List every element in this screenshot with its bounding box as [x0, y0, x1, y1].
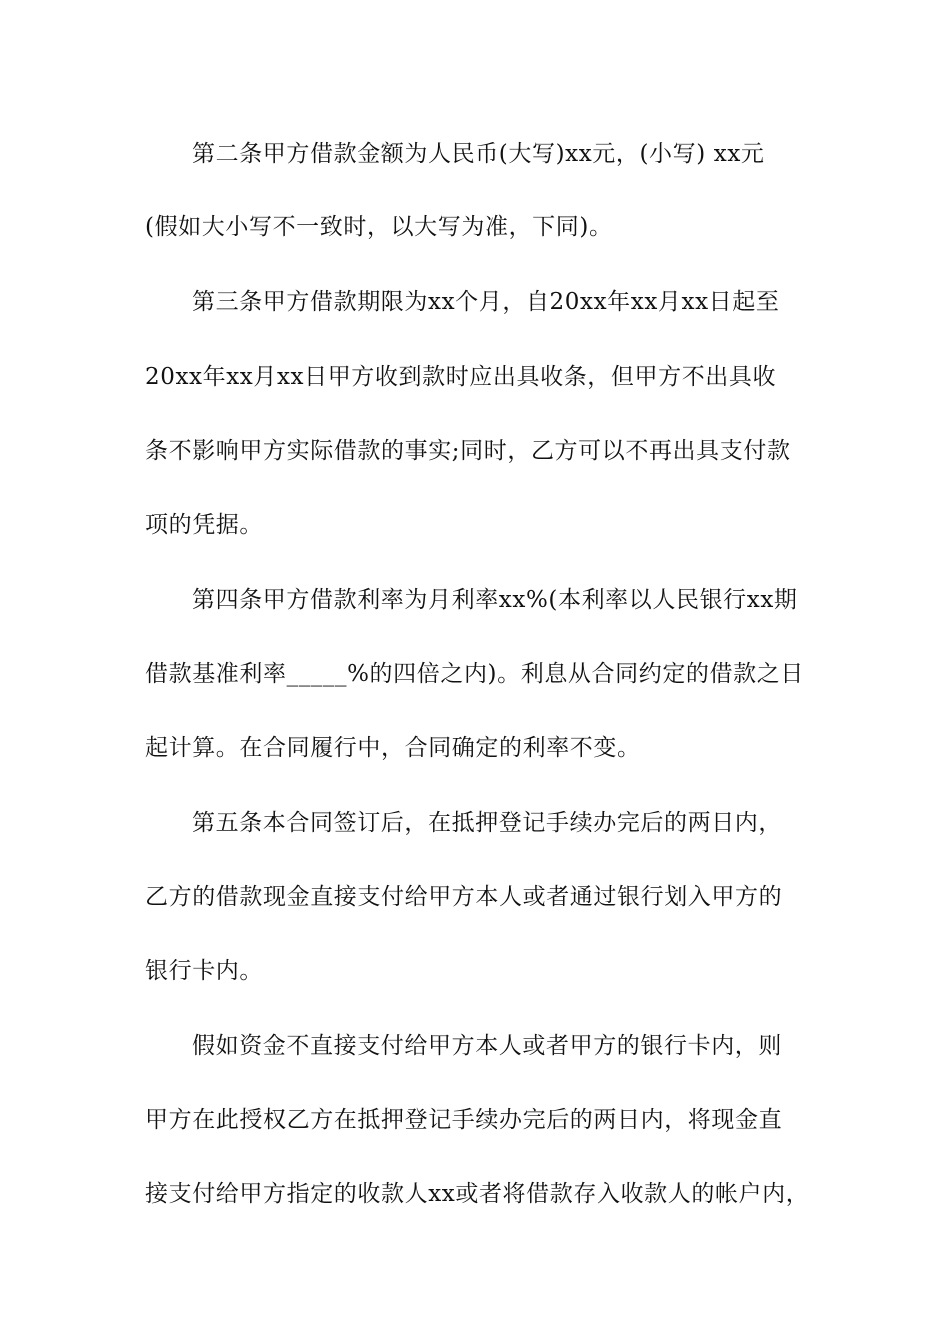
paragraph-line-3: 接支付给甲方指定的收款人xx或者将借款存入收款人的帐户内， [145, 1181, 810, 1207]
article-2-line-1: 第二条甲方借款金额为人民币(大写)xx元，(小写) xx元 [192, 141, 765, 167]
article-5-line-2: 乙方的借款现金直接支付给甲方本人或者通过银行划入甲方的 [145, 884, 783, 910]
article-3-line-4: 项的凭据。 [145, 512, 263, 538]
article-2-line-2: (假如大小写不一致时，以大写为准，下同)。 [145, 214, 613, 240]
article-3-line-2: 20xx年xx月xx日甲方收到款时应出具收条，但甲方不出具收 [145, 364, 777, 390]
article-4-line-3: 起计算。在合同履行中，合同确定的利率不变。 [145, 735, 641, 761]
paragraph-line-1: 假如资金不直接支付给甲方本人或者甲方的银行卡内，则 [192, 1033, 782, 1059]
article-3-line-3: 条不影响甲方实际借款的事实;同时，乙方可以不再出具支付款 [145, 438, 791, 464]
article-5-line-3: 银行卡内。 [145, 958, 263, 984]
article-5-line-1: 第五条本合同签订后，在抵押登记手续办完后的两日内， [192, 810, 782, 836]
article-3-line-1: 第三条甲方借款期限为xx个月，自20xx年xx月xx日起至 [192, 289, 780, 315]
article-4-line-1: 第四条甲方借款利率为月利率xx%(本利率以人民银行xx期 [192, 587, 798, 613]
article-4-line-2: 借款基准利率_____%的四倍之内)。利息从合同约定的借款之日 [145, 661, 804, 687]
paragraph-line-2: 甲方在此授权乙方在抵押登记手续办完后的两日内，将现金直 [145, 1107, 783, 1133]
